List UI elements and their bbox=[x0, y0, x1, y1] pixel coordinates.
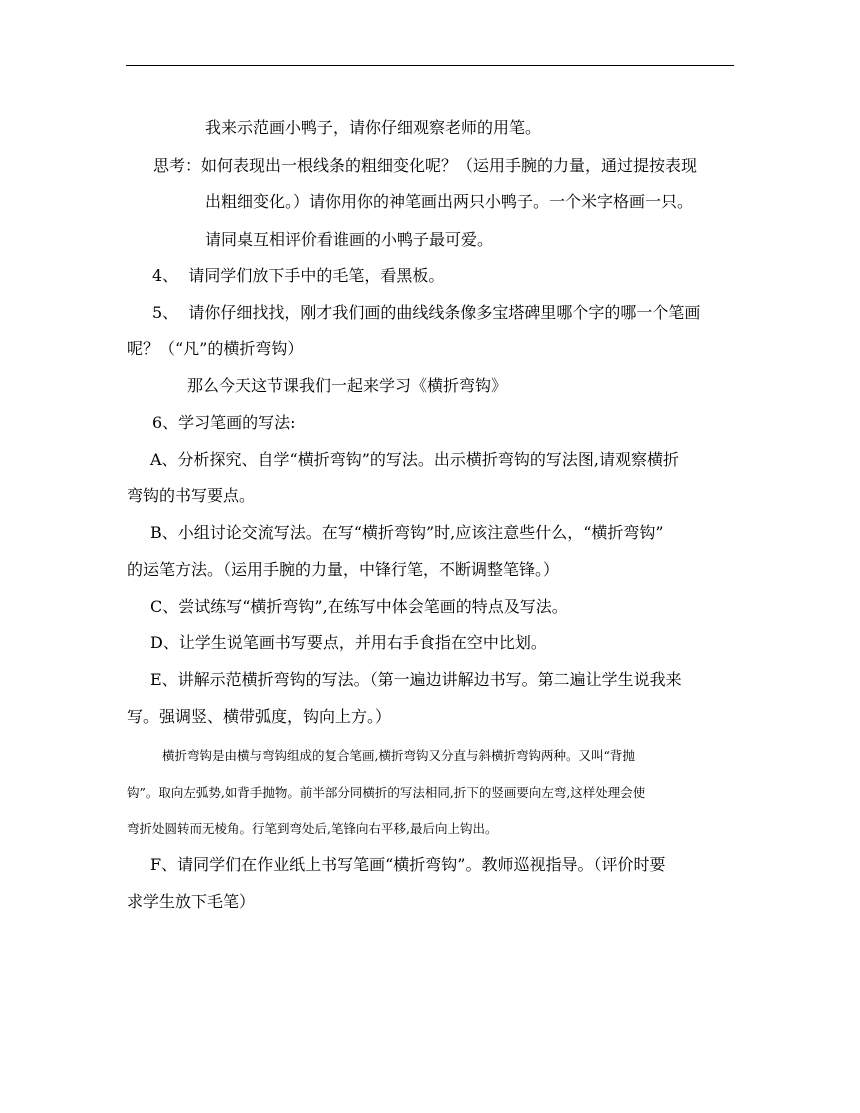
text-line: 4、 请同学们放下手中的毛笔，看黑板。 bbox=[152, 266, 445, 285]
text-line: 写。强调竖、横带弧度，钩向上方。） bbox=[127, 707, 392, 726]
text-line: 6、学习笔画的写法: bbox=[152, 413, 296, 432]
text-line: 求学生放下毛笔） bbox=[127, 892, 256, 911]
text-line: F、请同学们在作业纸上书写笔画“横折弯钩”。教师巡视指导。（评价时要 bbox=[150, 855, 666, 874]
text-line: 出粗细变化。）请你用你的神笔画出两只小鸭子。一个米字格画一只。 bbox=[205, 192, 694, 211]
text-line: C、尝试练写“横折弯钩”,在练写中体会笔画的特点及写法。 bbox=[150, 597, 568, 616]
note-line: 横折弯钩是由横与弯钩组成的复合笔画,横折弯钩又分直与斜横折弯钩两种。又叫“背抛 bbox=[162, 748, 635, 763]
text-line: 弯钩的书写要点。 bbox=[127, 486, 256, 505]
text-line: E、讲解示范横折弯钩的写法。（第一遍边讲解边书写。第二遍让学生说我来 bbox=[150, 670, 682, 689]
text-line: 那么今天这节课我们一起来学习《横折弯钩》 bbox=[187, 376, 508, 395]
header-rule bbox=[126, 65, 734, 66]
text-line: 5、 请你仔细找找，刚才我们画的曲线线条像多宝塔碑里哪个字的哪一个笔画 bbox=[152, 303, 701, 322]
text-line: 我来示范画小鸭子，请你仔细观察老师的用笔。 bbox=[205, 118, 542, 137]
text-line: 的运笔方法。（运用手腕的力量，中锋行笔，不断调整笔锋。） bbox=[127, 560, 560, 579]
note-line: 弯折处圆转而无棱角。行笔到弯处后,笔锋向右平移,最后向上钩出。 bbox=[127, 821, 498, 836]
text-line: A、分析探究、自学“横折弯钩”的写法。出示横折弯钩的写法图,请观察横折 bbox=[150, 450, 680, 469]
note-line: 钩”。取向左弧势,如背手抛物。前半部分同横折的写法相同,折下的竖画要向左弯,这样处理会使 bbox=[127, 785, 646, 800]
text-line: 请同桌互相评价看谁画的小鸭子最可爱。 bbox=[205, 230, 494, 249]
text-line: D、让学生说笔画书写要点，并用右手食指在空中比划。 bbox=[150, 633, 547, 652]
text-line: 呢？（“凡”的横折弯钩） bbox=[127, 339, 304, 358]
text-line: B、小组讨论交流写法。在写“横折弯钩”时,应该注意些什么，“横折弯钩” bbox=[150, 523, 664, 542]
text-line: 思考：如何表现出一根线条的粗细变化呢？（运用手腕的力量，通过提按表现 bbox=[153, 156, 698, 175]
